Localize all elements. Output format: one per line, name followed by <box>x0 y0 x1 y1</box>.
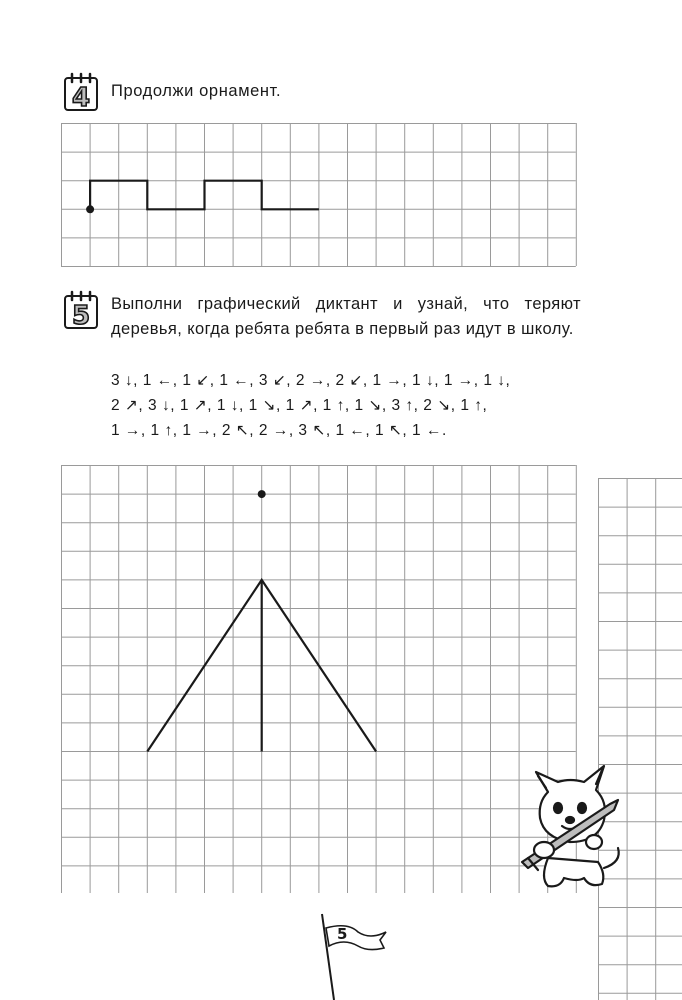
dictation-line: 2 ↗, 3 ↓, 1 ↗, 1 ↓, 1 ↘, 1 ↗, 1 ↑, 1 ↘, 3 ↑, 2 ↘, 1 ↑, <box>111 397 488 414</box>
task-4-grid <box>61 123 577 269</box>
ornament-pattern <box>90 181 319 210</box>
task-4-title: Продолжи орнамент. <box>111 82 282 100</box>
task-4-number-icon <box>62 72 100 112</box>
dictation-line: 3 ↓, 1 ←, 1 ↙, 1 ←, 3 ↙, 2 →, 2 ↙, 1 →, 1 ↓, 1 →, 1 ↓, <box>111 372 511 389</box>
start-dot <box>258 490 266 498</box>
start-dot <box>86 205 94 213</box>
side-grid-strip <box>598 478 682 1000</box>
flag-icon <box>318 912 390 1000</box>
task-5-number-icon <box>62 290 100 330</box>
task-5-instructions: Выполни графический диктант и узнай, что теряют деревья, когда ребята ребята в первый раз идут в школу. <box>111 295 581 338</box>
task-5-number: 5 <box>71 301 91 330</box>
dictation-block <box>111 368 591 443</box>
task-5-grid <box>61 465 577 893</box>
cat-with-pencil-icon <box>518 758 630 890</box>
dictation-line: 1 →, 1 ↑, 1 →, 2 ↖, 2 →, 3 ↖, 1 ←, 1 ↖, 1 ←. <box>111 422 447 439</box>
task-4-number: 4 <box>71 83 91 112</box>
page-number: 5 <box>337 925 348 943</box>
